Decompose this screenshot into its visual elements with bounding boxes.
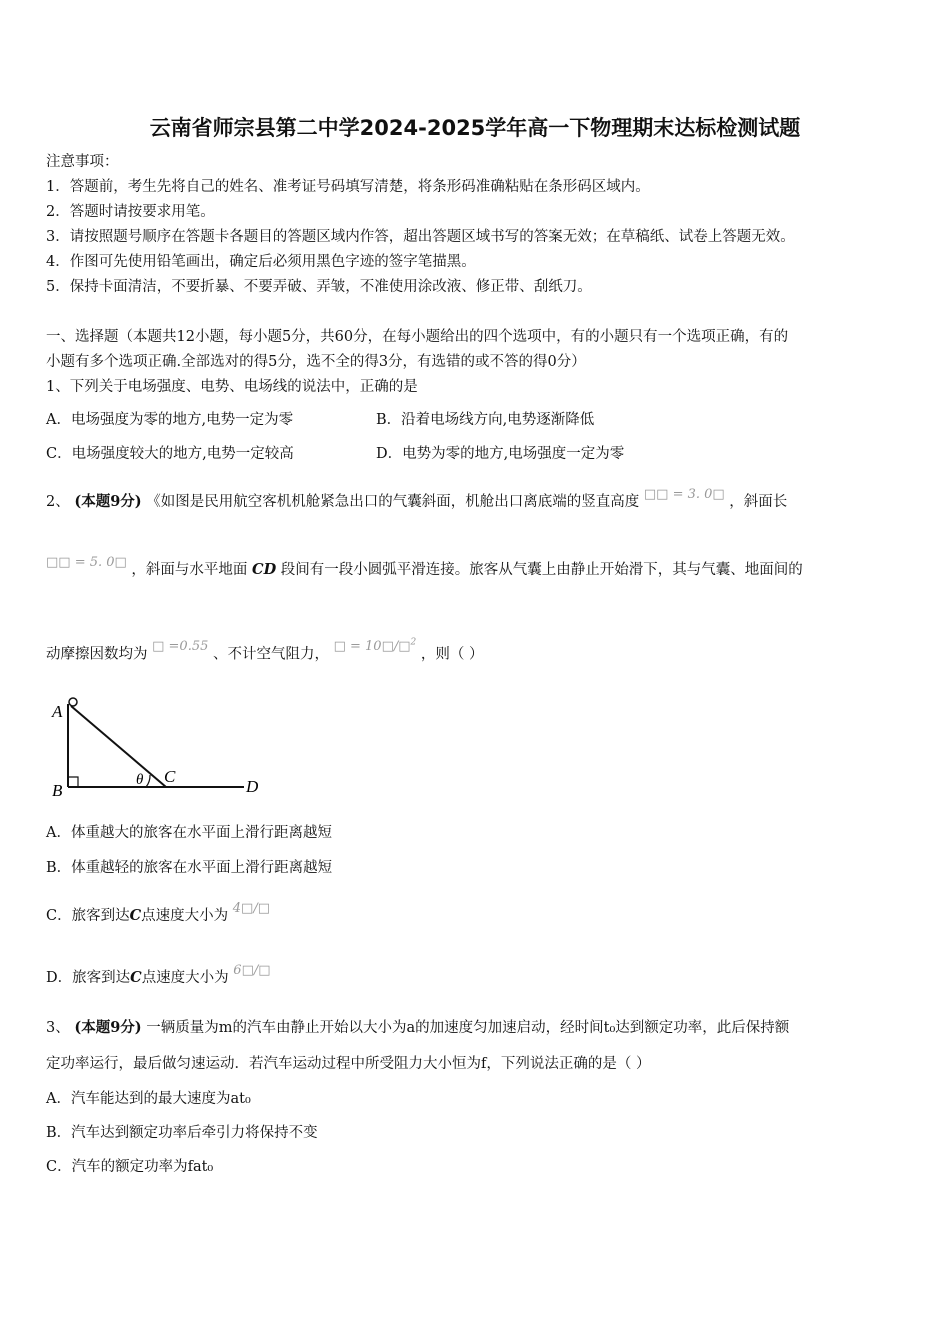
figure-right-angle — [68, 777, 78, 787]
q2-text-3: ，斜面与水平地面 — [131, 562, 248, 578]
q1-stem: 1、下列关于电场强度、电势、电场线的说法中，正确的是 — [46, 379, 418, 395]
q1-option-d: D．电势为零的地方,电场强度一定为零 — [376, 446, 625, 462]
q2-stem-line2 — [46, 555, 803, 581]
page-title: 云南省师宗县第二中学2024-2025学年高一下物理期末达标检测试题 — [149, 116, 801, 140]
q1-option-b: B．沿着电场线方向,电势逐渐降低 — [376, 412, 595, 428]
q2-stem-line3 — [46, 638, 484, 665]
q2-math-g: □ = 10□/□$^2$ — [333, 638, 417, 655]
notice-item-4: 4．作图可先使用铅笔画出，确定后必须用黑色字迹的签字笔描黑。 — [46, 254, 476, 270]
notice-item-1: 1．答题前，考生先将自己的姓名、准考证号码填写清楚，将条形码准确粘贴在条形码区域内。 — [46, 179, 650, 195]
q2-option-c: C．旅客到达C点速度大小为 4□/□ — [46, 901, 270, 924]
notice-heading: 注意事项： — [46, 154, 119, 170]
q2-math-length: □□ = 5. 0□ — [46, 555, 127, 570]
q2-option-b: B．体重越轻的旅客在水平面上滑行距离越短 — [46, 860, 333, 876]
q2-text-2: ，斜面长 — [729, 494, 788, 510]
figure-label-c: C — [164, 767, 176, 786]
q2-text-5: 动摩擦因数均为 — [46, 646, 148, 663]
q3-points: (本题9分) — [74, 1019, 142, 1036]
q2-option-c-math: 4□/□ — [232, 901, 270, 916]
q3-option-a: A．汽车能达到的最大速度为at₀ — [46, 1091, 251, 1107]
q2-option-d-math: 6□/□ — [233, 963, 271, 978]
q2-text-1: 《如图是民用航空客机机舱紧急出口的气囊斜面，机舱出口离底端的竖直高度 — [146, 494, 640, 510]
figure-label-theta: θ — [136, 772, 144, 788]
q2-text-7: ，则（ ） — [420, 646, 484, 663]
q3-stem-line2: 定功率运行，最后做匀速运动．若汽车运动过程中所受阻力大小恒为f，下列说法正确的是（ ） — [46, 1056, 651, 1072]
q1-option-a: A．电场强度为零的地方,电势一定为零 — [46, 412, 294, 428]
q2-number: 2、 — [46, 494, 70, 510]
q3-text-1: 一辆质量为m的汽车由静止开始以大小为a的加速度匀加速启动，经时间t₀达到额定功率，此后保持额 — [146, 1020, 790, 1036]
section1-line1: 一、选择题（本题共12小题，每小题5分，共60分，在每小题给出的四个选项中，有的小题只有一个选项正确，有的 — [46, 329, 789, 345]
q2-cd-label: CD — [252, 561, 277, 578]
q3-option-c: C．汽车的额定功率为fat₀ — [46, 1159, 214, 1175]
q2-points: (本题9分) — [74, 493, 142, 510]
q2-text-6: 、不计空气阻力， — [212, 646, 329, 663]
q2-option-a: A．体重越大的旅客在水平面上滑行距离越短 — [46, 825, 332, 841]
figure-label-a: A — [52, 702, 63, 721]
notice-item-3: 3．请按照题号顺序在答题卡各题目的答题区域内作答，超出答题区域书写的答案无效；在草稿纸、试卷上答题无效。 — [46, 229, 795, 245]
figure-point-a — [69, 698, 77, 706]
q2-figure — [46, 692, 276, 804]
q2-text-4: 段间有一段小圆弧平滑连接。旅客从气囊上由静止开始滑下，其与气囊、地面间的 — [280, 562, 803, 578]
figure-label-b: B — [52, 781, 63, 800]
q3-option-b: B．汽车达到额定功率后牵引力将保持不变 — [46, 1125, 318, 1141]
q2-math-mu: □ =0.55 — [152, 639, 209, 655]
notice-item-5: 5．保持卡面清洁，不要折暴、不要弄破、弄皱，不准使用涂改液、修正带、刮纸刀。 — [46, 279, 592, 295]
figure-theta-arc — [146, 775, 150, 787]
q2-stem-line1 — [46, 487, 788, 513]
q2-math-height: □□ = 3. 0□ — [643, 487, 725, 502]
figure-ac-slope — [71, 706, 166, 787]
q3-stem-line1 — [46, 1018, 789, 1038]
q1-option-c: C．电场强度较大的地方,电势一定较高 — [46, 446, 294, 462]
figure-label-d: D — [246, 777, 259, 796]
q2-option-d: D．旅客到达C点速度大小为 6□/□ — [46, 963, 271, 986]
section1-line2: 小题有多个选项正确.全部选对的得5分，选不全的得3分，有选错的或不答的得0分） — [46, 354, 586, 370]
q3-number: 3、 — [46, 1020, 70, 1036]
notice-item-2: 2．答题时请按要求用笔。 — [46, 204, 215, 220]
